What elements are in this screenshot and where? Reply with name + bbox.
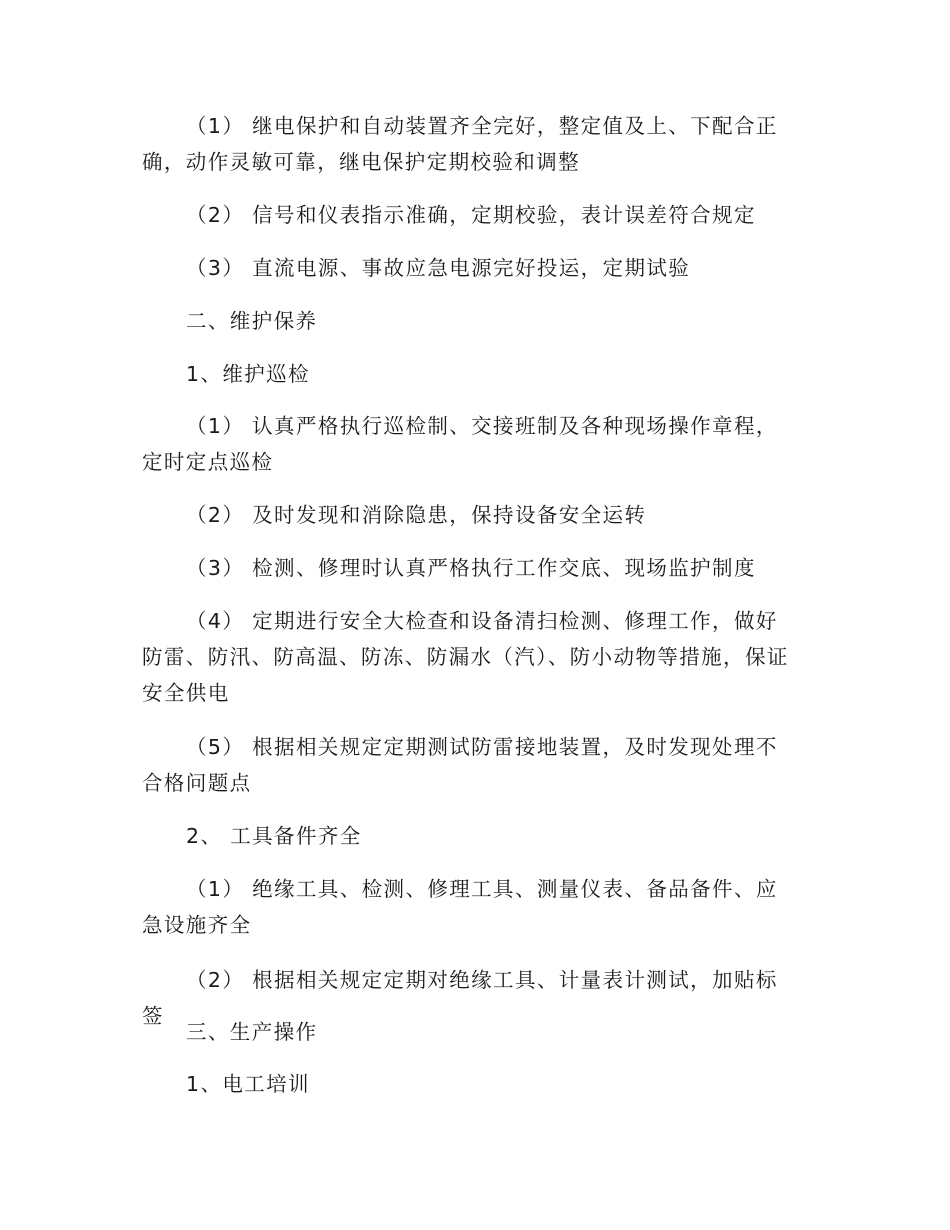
section-heading-production: 三、生产操作 [186, 1020, 318, 1044]
paragraph-relay-protection: （1） 继电保护和自动装置齐全完好，整定值及上、下配合正确，动作灵敏可靠，继电保护定期校验和调整 [142, 114, 778, 174]
paragraph-tools-complete: （1） 绝缘工具、检测、修理工具、测量仪表、备品备件、应急设施齐全 [142, 877, 778, 937]
paragraph-safety-inspection: （4） 定期进行安全大检查和设备清扫检测、修理工作，做好防雷、防汛、防高温、防冻、防漏水（汽）、防小动物等措施，保证安全供电 [142, 609, 789, 705]
paragraph-grounding-test: （5） 根据相关规定定期测试防雷接地装置，及时发现处理不合格问题点 [142, 735, 778, 795]
section-heading-maintenance: 二、维护保养 [186, 309, 318, 333]
paragraph-signal-instruments: （2） 信号和仪表指示准确，定期校验，表计误差符合规定 [186, 203, 756, 227]
subsection-heading-training: 1、电工培训 [186, 1072, 310, 1096]
paragraph-hazard-removal: （2） 及时发现和消除隐患，保持设备安全运转 [186, 503, 647, 527]
paragraph-inspection-rules: （1） 认真严格执行巡检制、交接班制及各种现场操作章程，定时定点巡检 [142, 414, 778, 474]
paragraph-repair-supervision: （3） 检测、修理时认真严格执行工作交底、现场监护制度 [186, 556, 756, 580]
subsection-heading-tools: 2、 工具备件齐全 [186, 824, 362, 848]
paragraph-dc-power: （3） 直流电源、事故应急电源完好投运，定期试验 [186, 256, 691, 280]
paragraph-tool-testing: （2） 根据相关规定定期对绝缘工具、计量表计测试，加贴标签 [142, 968, 778, 1028]
subsection-heading-inspection: 1、维护巡检 [186, 362, 310, 386]
